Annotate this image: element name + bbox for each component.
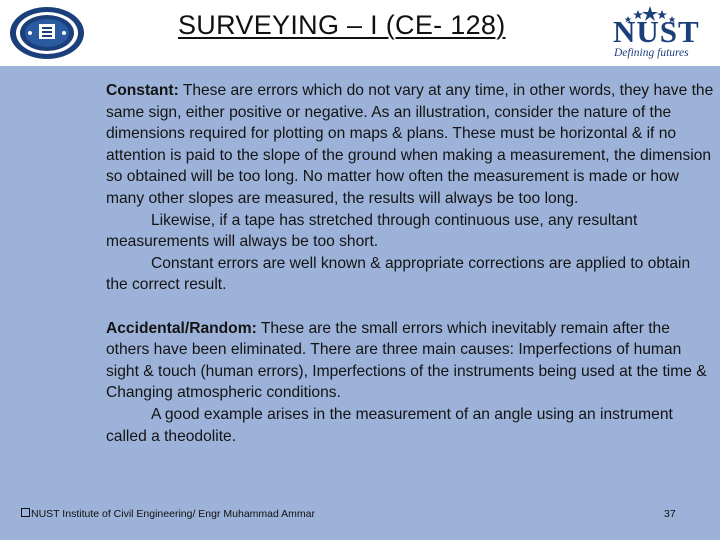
slide-header — [0, 0, 720, 66]
accidental-text: These are the small errors which inevitably remain after the others have been eliminated. There are three main causes: Imperfections of human sight & touch (human errors), Imperfections of the instruments being used at the time & Changing atmospheric conditions. — [106, 319, 707, 402]
nust-seal-icon — [8, 6, 86, 60]
constant-paragraph-2 — [106, 210, 716, 253]
constant-text-3: Constant errors are well known & appropriate corrections are applied to obtain the correct result. — [106, 254, 691, 294]
constant-paragraph-3 — [106, 253, 716, 296]
constant-text-2: Likewise, if a tape has stretched through continuous use, any resultant measurements will always be too short. — [106, 211, 638, 251]
footer-credit-text: NUST Institute of Civil Engineering/ Engr Muhammad Ammar — [31, 508, 316, 520]
accidental-paragraph-2 — [106, 404, 716, 447]
slide-title: SURVEYING – I (CE- 128) — [178, 10, 506, 40]
constant-label: Constant: — [106, 82, 179, 99]
accidental-text-2: A good example arises in the measurement of an angle using an instrument called a theodolite. — [106, 405, 673, 445]
slide-content — [0, 66, 720, 540]
paragraph-spacer — [106, 296, 716, 318]
accidental-label: Accidental/Random: — [106, 319, 257, 337]
page-number: 37 — [664, 508, 676, 520]
constant-text: These are errors which do not vary at any time, in other words, they have the same sign, either positive or negative. As an illustration, consider the nature of the dimensions required for plotting on maps & plans. These must be horizontal & if no attention is paid to the slope of the ground when making a measurement, the dimension so obtained will be too long. No matter how often the measurement is made or how many other slopes are measured, the results will always be too long. — [106, 82, 714, 207]
nust-tagline: Defining futures — [614, 47, 689, 59]
accidental-paragraph — [106, 318, 716, 404]
footer-credit — [21, 508, 315, 520]
checkbox-bullet-icon — [21, 508, 30, 517]
nust-logo-text: NUST — [613, 14, 700, 49]
body-text — [106, 80, 716, 447]
constant-paragraph — [106, 80, 716, 210]
